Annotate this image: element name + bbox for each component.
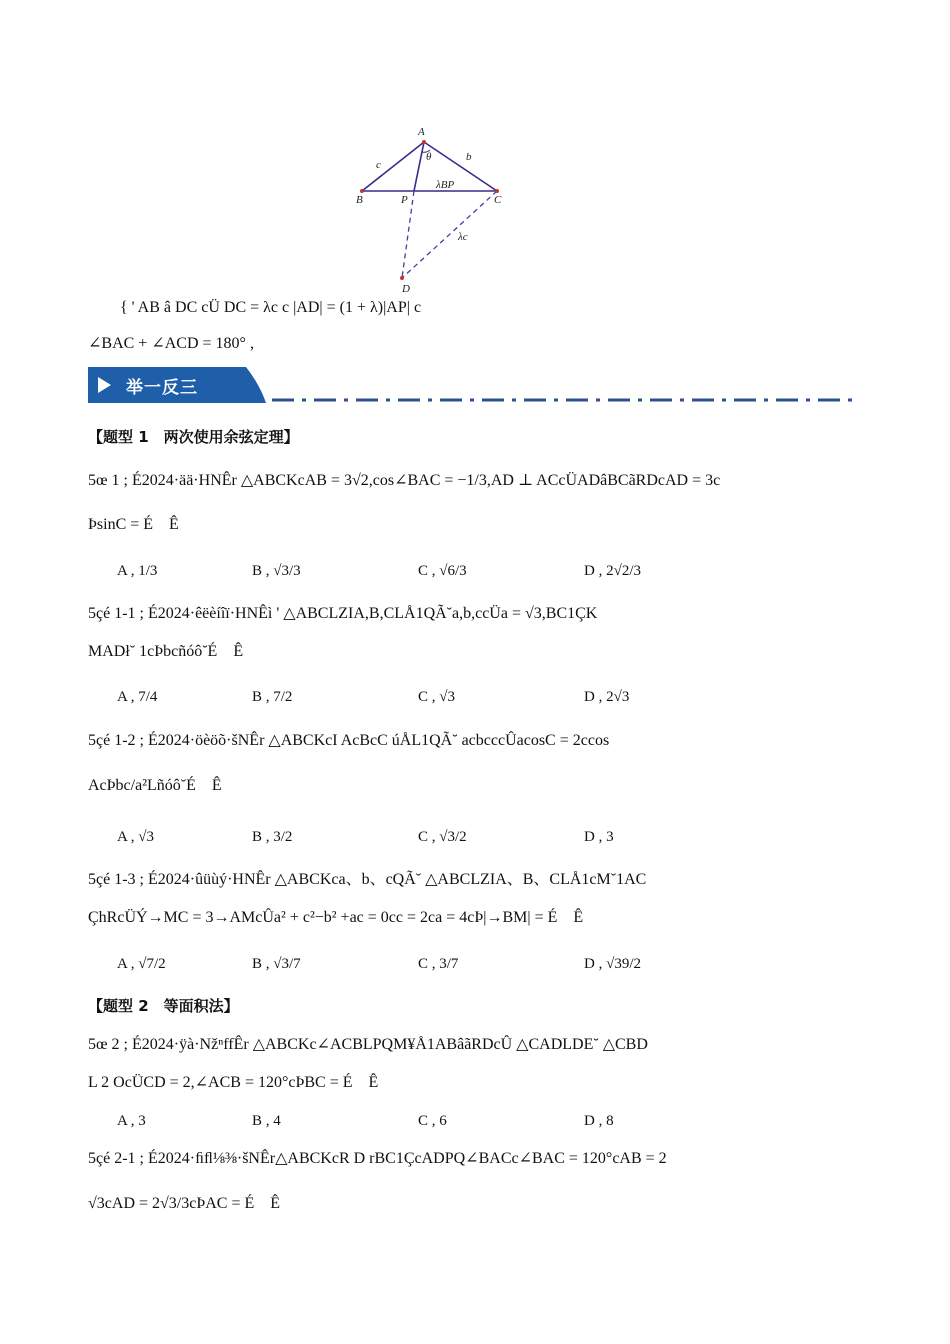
ex2-line-1: 5œ 2 ; É2024·ÿà·NžⁿffÊr △ABCKc∠ACBLPQM¥Å1ABâãRDcÛ △CADLDE˘ △CBD [88,1036,648,1053]
ex1-line-1: 5œ 1 ; É2024·ää·HNÊr △ABCKcAB = 3√2,cos∠BAC = −1/3,AD ⊥ ACcÜADâBCãRDcAD = 3c [88,472,721,489]
var13-option-c: C , 3/7 [418,956,459,972]
label-c: C [494,194,502,206]
label-theta: θ [426,151,432,163]
label-side-c: c [376,159,381,171]
ex2-option-d: D , 8 [584,1113,614,1129]
var11-option-c: C , √3 [418,689,455,705]
point-c [495,189,499,193]
ex1-line-2: ÞsinC = É Ê [88,516,179,533]
var11-line-1: 5çé 1-1 ; É2024·êëèíîï·HNÊì ' △ABCLZIA,B,CLÅ1QÃ˘a,b,ccÜa = √3,BC1ÇK [88,605,598,622]
type1-tag: 【题型 1 两次使用余弦定理】 [88,428,299,446]
label-a: A [418,126,425,138]
label-p: P [401,194,408,206]
ex2-option-a: A , 3 [117,1113,146,1129]
var21-line-2: √3cAD = 2√3/3cÞAC = É Ê [88,1195,281,1212]
var13-line-1: 5çé 1-3 ; É2024·ûüùý·HNÊr △ABCKca、b、cQÃ˘ △ABCLZIA、B、CLÅ1cM˘1AC [88,871,647,888]
dash-dot-rule [272,398,860,402]
var12-line-2: AcÞbc/a²Lñóô˘É Ê [88,777,222,794]
ex1-option-a: A , 1/3 [117,563,158,579]
var11-option-a: A , 7/4 [117,689,158,705]
ex1-option-b: B , √3/3 [252,563,301,579]
var21-line-1: 5çé 2-1 ; É2024·ﬁﬂ⅛⅜·šNÊr△ABCKcR D rBC1ÇcADPQ∠BACc∠BAC = 120°cAB = 2 [88,1150,667,1167]
var13-option-b: B , √3/7 [252,956,301,972]
label-d: D [402,283,410,295]
label-b: B [356,194,363,206]
type2-tag: 【题型 2 等面积法】 [88,997,239,1015]
label-lambda-bp: λBP [436,179,455,191]
banner-label: 举一反三 [126,378,198,398]
var12-option-a: A , √3 [117,829,154,845]
play-arrow-icon [98,377,111,393]
ex1-option-d: D , 2√2/3 [584,563,641,579]
label-lambda-c: λc [458,231,468,243]
var12-option-c: C , √3/2 [418,829,467,845]
ex2-option-c: C , 6 [418,1113,447,1129]
point-b [360,189,364,193]
label-side-b: b [466,151,472,163]
triangle-figure [340,120,520,300]
var12-line-1: 5çé 1-2 ; É2024·öèöõ·šNÊr △ABCKcI AcBcC úÅL1QÃ˘ acbcccÛacosC = 2ccos [88,732,610,749]
ex2-line-2: L 2 OcÜCD = 2,∠ACB = 120°cÞBC = É Ê [88,1074,379,1091]
ex2-option-b: B , 4 [252,1113,281,1129]
var12-option-b: B , 3/2 [252,829,293,845]
var11-option-d: D , 2√3 [584,689,630,705]
var13-line-2: ÇhRcÜÝ→MC = 3→AMcÛa² + c²−b² +ac = 0cc = 2ca = 4cÞ|→BM| = É Ê [88,909,584,926]
var13-option-d: D , √39/2 [584,956,641,972]
var12-option-d: D , 3 [584,829,614,845]
var11-line-2: MADł˘ 1cÞbcñóô˘É Ê [88,643,244,660]
intro-line-2: ∠BAC + ∠ACD = 180° , [88,335,254,352]
point-d [400,276,404,280]
ex1-option-c: C , √6/3 [418,563,467,579]
intro-line-1: { ' AB â DC cÜ DC = λc c |AD| = (1 + λ)|AP| c [120,299,422,316]
section-banner [88,367,266,403]
side-ac [424,142,497,191]
var13-option-a: A , √7/2 [117,956,166,972]
point-a [422,140,426,144]
var11-option-b: B , 7/2 [252,689,293,705]
segment-cd [402,191,497,278]
